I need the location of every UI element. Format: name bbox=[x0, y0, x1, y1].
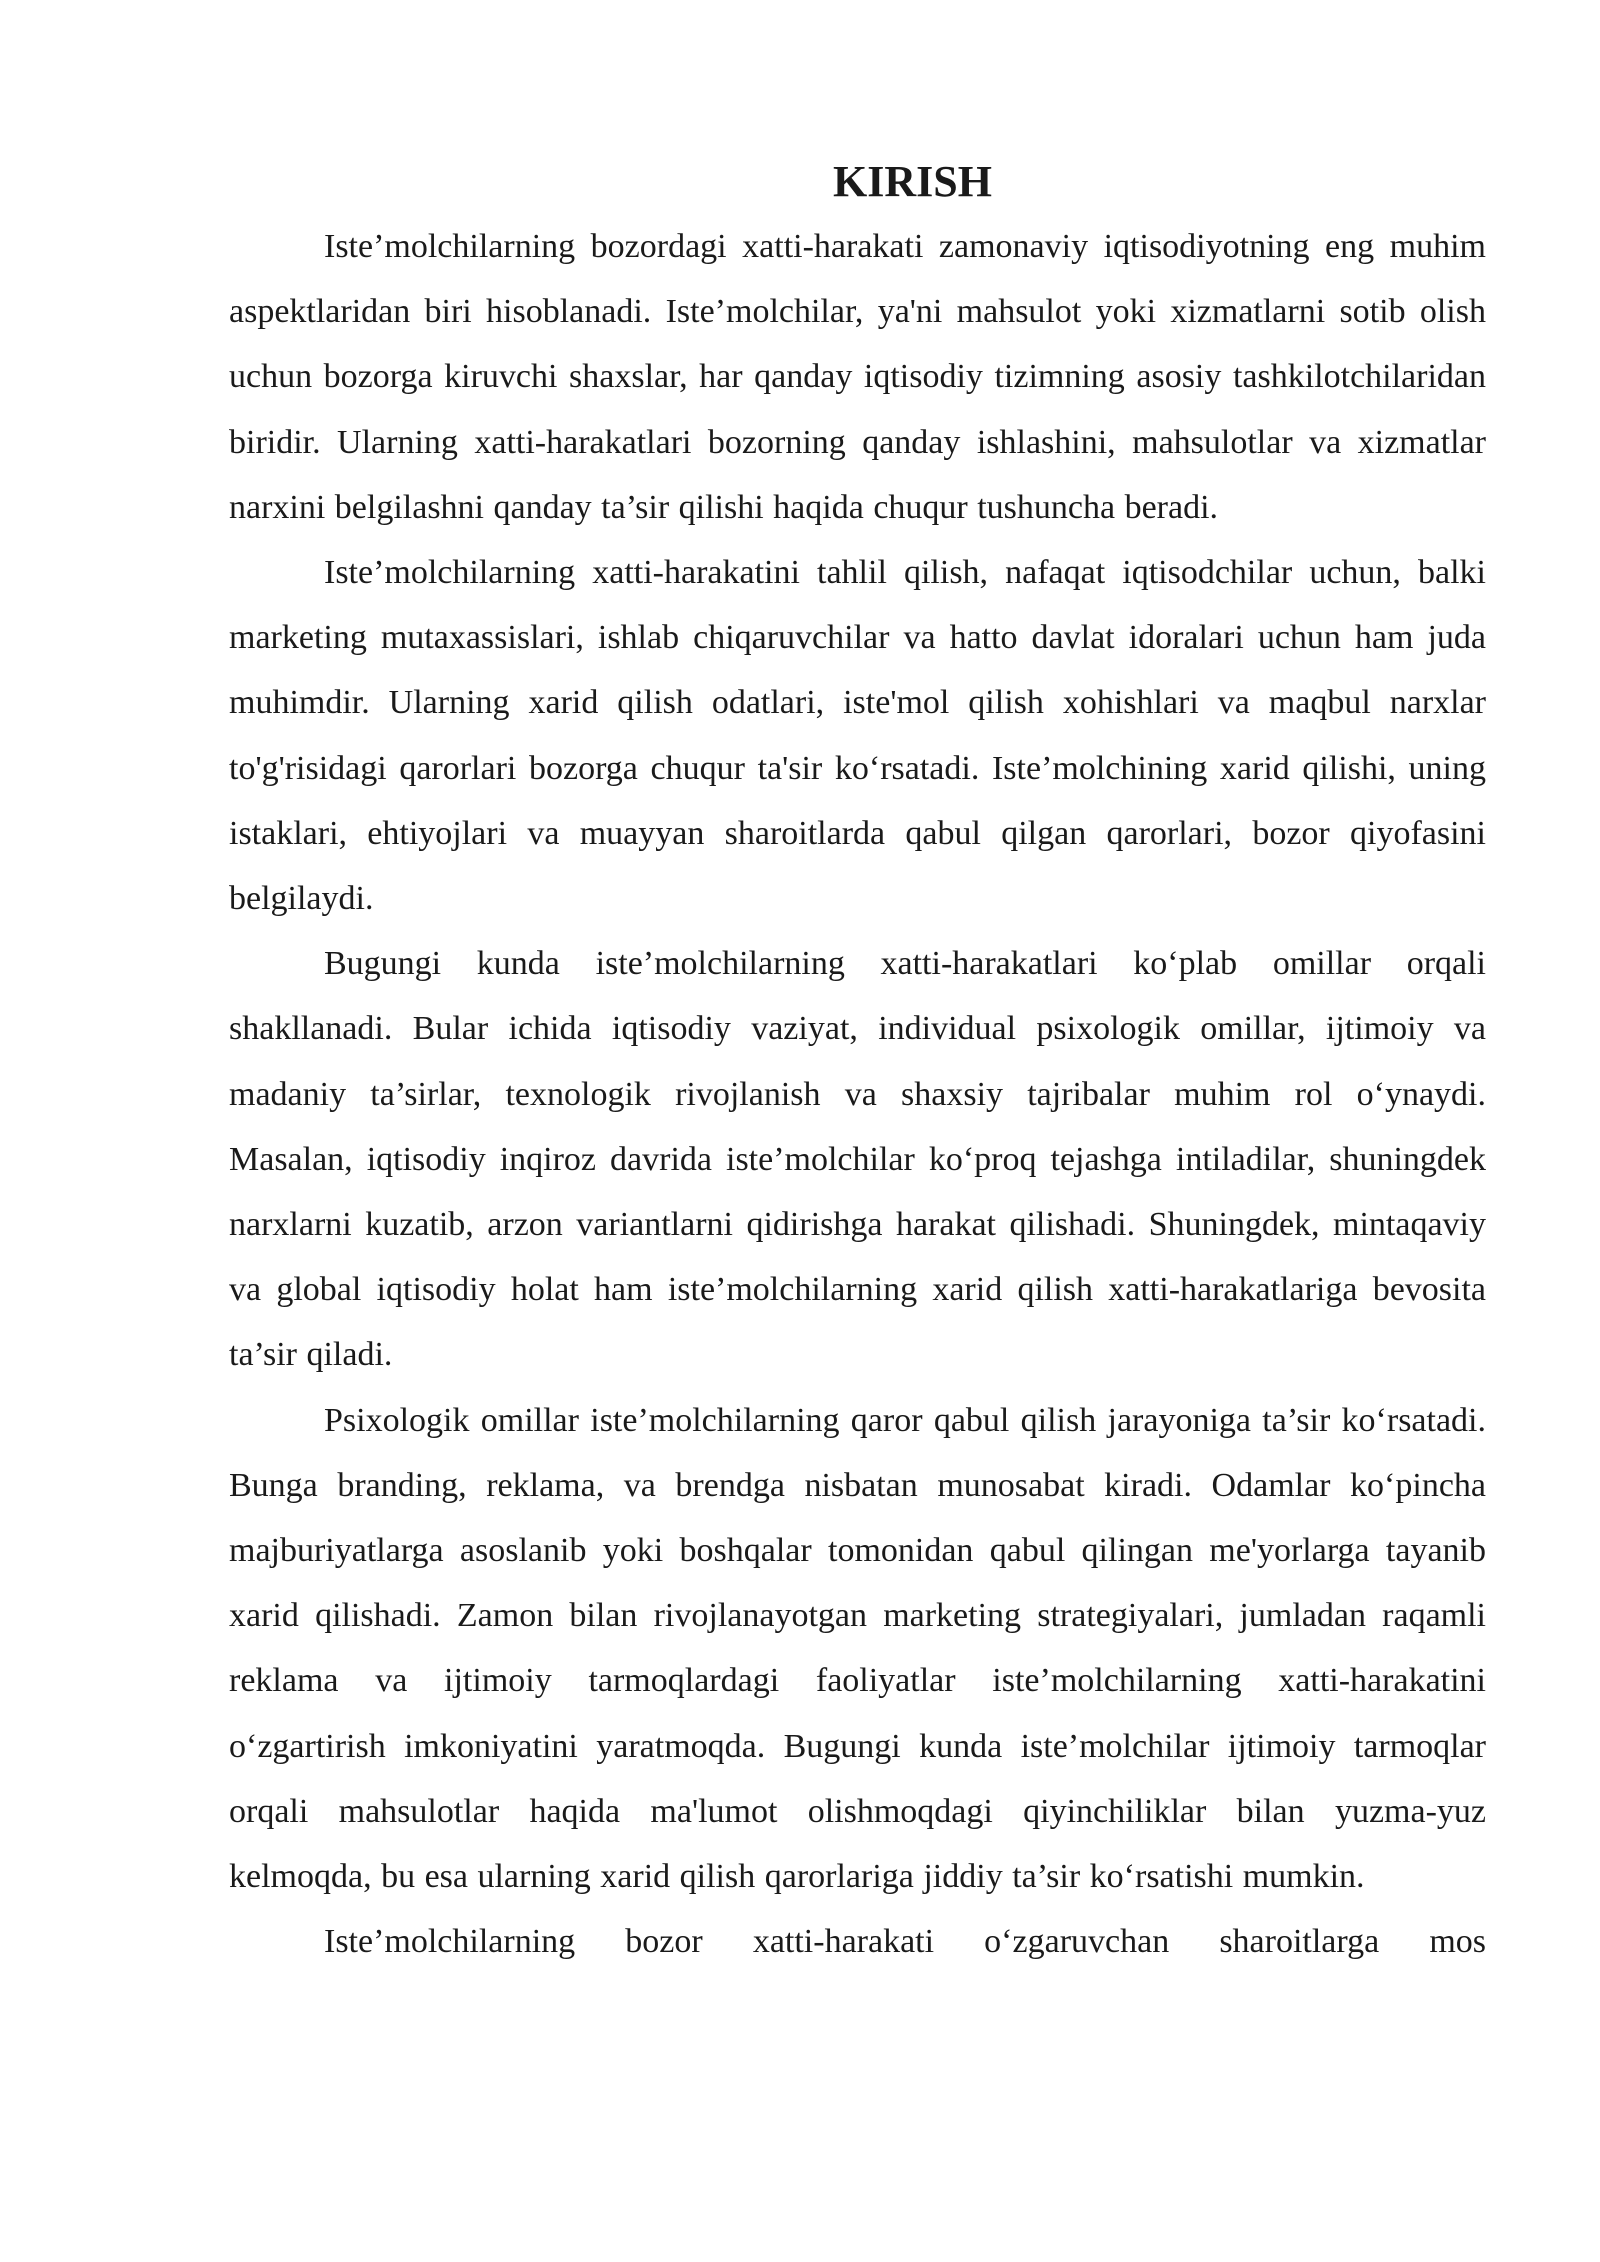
paragraph-3: Bugungi kunda iste’molchilarning xatti-harakatlari ko‘plab omillar orqali shakllanadi. Bular ichida iqtisodiy vaziyat, individual psixologik omillar, ijtimoiy va madaniy ta’sirlar, texnologik rivojlanish va shaxsiy tajribalar muhim rol o‘ynaydi. Masalan, iqtisodiy inqiroz davrida iste’molchilar ko‘proq tejashga intiladilar, shuningdek narxlarni kuzatib, arzon variantlarni qidirishga harakat qilishadi. Shuningdek, mintaqaviy va global iqtisodiy holat ham iste’molchilarning xarid qilish xatti-harakatlariga bevosita ta’sir qiladi. bbox=[229, 945, 1486, 1374]
paragraph-4: Psixologik omillar iste’molchilarning qaror qabul qilish jarayoniga ta’sir ko‘rsatadi. Bunga branding, reklama, va brendga nisbatan munosabat kiradi. Odamlar ko‘pincha majburiyatlarga asoslanib yoki boshqalar tomonidan qabul qilingan me'yorlarga tayanib xarid qilishadi. Zamon bilan rivojlanayotgan marketing strategiyalari, jumladan raqamli reklama va ijtimoiy tarmoqlardagi faoliyatlar iste’molchilarning xatti-harakatini o‘zgartirish imkoniyatini yaratmoqda. Bugungi kunda iste’molchilar ijtimoiy tarmoqlar orqali mahsulotlar haqida ma'lumot olishmoqdagi qiyinchiliklar bilan yuzma-yuz kelmoqda, bu esa ularning xarid qilish qarorlariga jiddiy ta’sir ko‘rsatishi mumkin. bbox=[229, 1401, 1486, 1896]
paragraph-5: Iste’molchilarning bozor xatti-harakati o‘zgaruvchan sharoitlarga mos bbox=[324, 1923, 1486, 1961]
paragraph-1: Iste’molchilarning bozordagi xatti-harakati zamonaviy iqtisodiyotning eng muhim aspektlaridan biri hisoblanadi. Iste’molchilar, ya'ni mahsulot yoki xizmatlarni sotib olish uchun bozorga kiruvchi shaxslar, har qanday iqtisodiy tizimning asosiy tashkilotchilaridan biridir. Ularning xatti-harakatlari bozorning qanday ishlashini, mahsulotlar va xizmatlar narxini belgilashni qanday ta’sir qilishi haqida chuqur tushuncha beradi. bbox=[229, 228, 1486, 526]
document-page bbox=[229, 150, 1486, 1974]
paragraph-2: Iste’molchilarning xatti-harakatini tahlil qilish, nafaqat iqtisodchilar uchun, balki marketing mutaxassislari, ishlab chiqaruvchilar va hatto davlat idoralari uchun ham juda muhimdir. Ularning xarid qilish odatlari, iste'mol qilish xohishlari va maqbul narxlar to'g'risidagi qarorlari bozorga chuqur ta'sir ko‘rsatadi. Iste’molchining xarid qilishi, uning istaklari, ehtiyojlari va muayyan sharoitlarda qabul qilgan qarorlari, bozor qiyofasini belgilaydi. bbox=[229, 554, 1486, 918]
page-title: KIRISH bbox=[833, 157, 992, 206]
